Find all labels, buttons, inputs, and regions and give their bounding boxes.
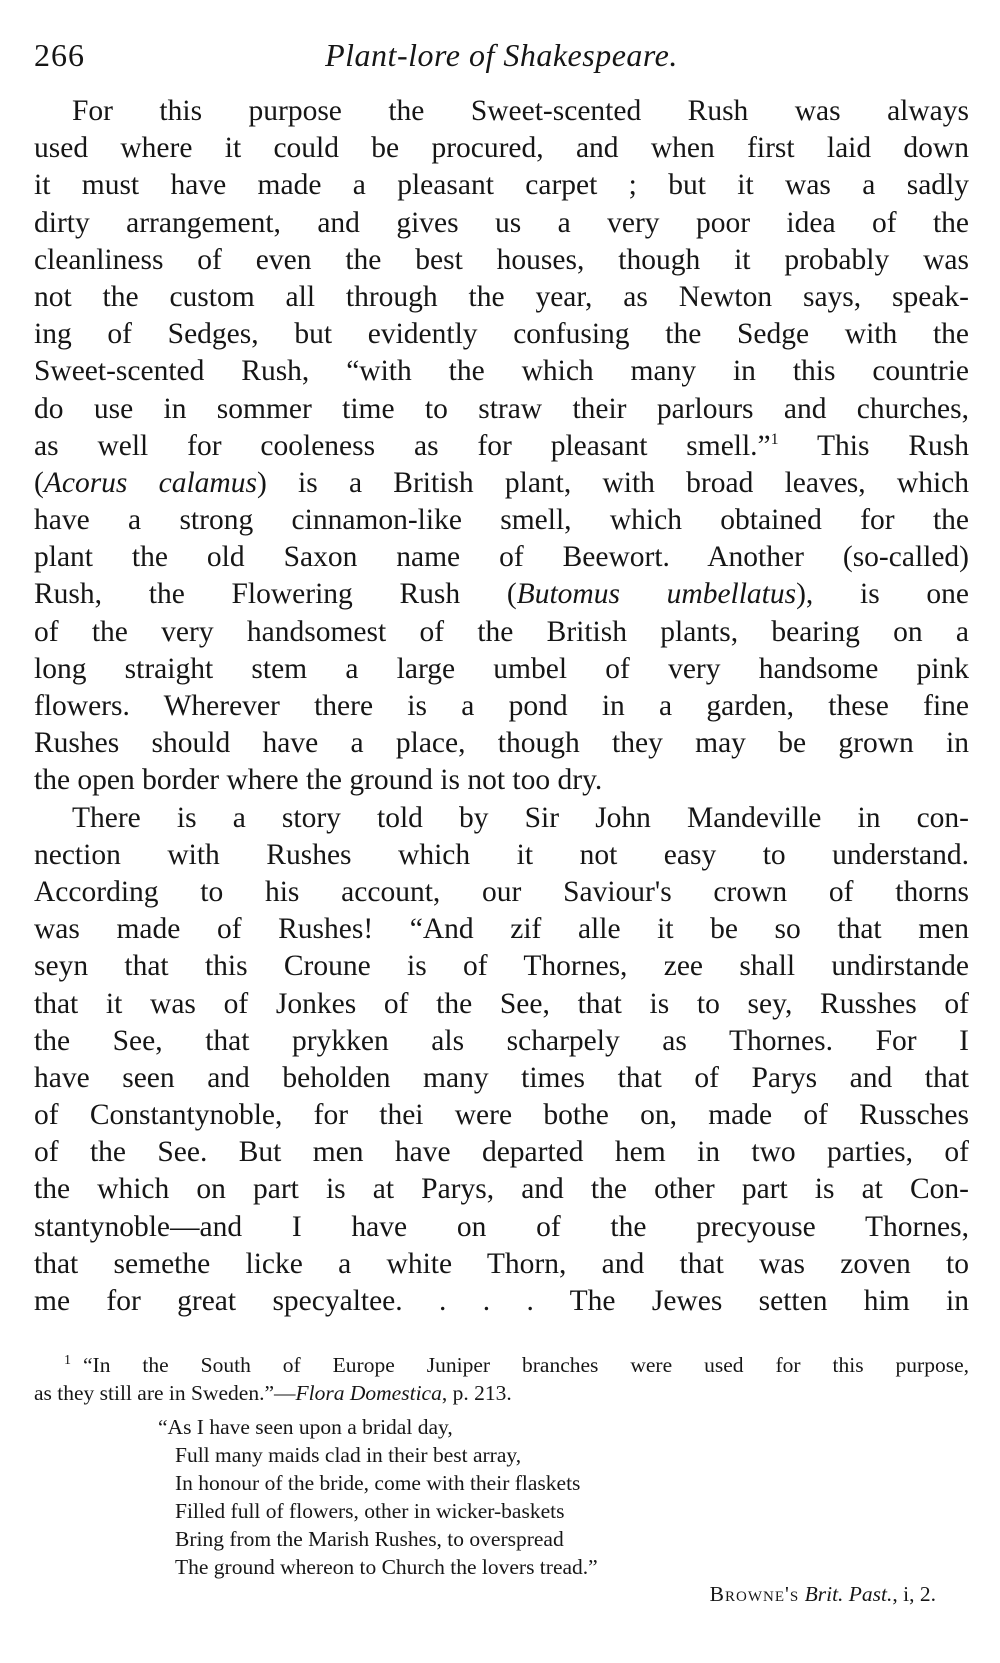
latin-name: Butomus umbellatus [516, 578, 797, 611]
text-segment: This Rush [778, 429, 969, 462]
text-segment: as they still are in Sweden.”— [34, 1380, 296, 1405]
text-line: the which on part is at Parys, and the other part is at Con- [34, 1173, 969, 1206]
text-line: plant the old Saxon name of Beewort. Another (so-called) [34, 541, 969, 574]
verse-line: Bring from the Marish Rushes, to overspread [175, 1527, 564, 1551]
text-line: For this purpose the Sweet-scented Rush was always [72, 95, 969, 127]
latin-name: Acorus calamus [43, 466, 257, 499]
footnote-line [34, 1352, 969, 1380]
verse-line: Filled full of flowers, other in wicker-baskets [175, 1499, 565, 1523]
text-line: used where it could be procured, and when first laid down [34, 132, 969, 165]
work-reference: , i, 2. [892, 1582, 936, 1606]
book-title: Flora Domestica [295, 1380, 442, 1405]
text-line [34, 428, 969, 465]
text-line: According to his account, our Saviour's crown of thorns [34, 875, 969, 908]
text-line: dirty arrangement, and gives us a very poor idea of the [34, 206, 969, 239]
verse-quotation [158, 1413, 798, 1581]
text-segment: , p. 213. [441, 1380, 512, 1405]
running-title: Plant-lore of Shakespeare. [325, 37, 678, 73]
footnote-marker: 1 [770, 430, 779, 448]
text-line: not the custom all through the year, as Newton says, speak- [34, 280, 969, 313]
verse-attribution [360, 1579, 936, 1609]
text-line: of the See. But men have departed hem in two parties, of [34, 1136, 969, 1169]
text-line: have seen and beholden many times that of Parys and that [34, 1061, 969, 1094]
text-line: Rushes should have a place, though they may be grown in [34, 727, 969, 760]
verse-line: Full many maids clad in their best array, [175, 1443, 522, 1467]
text-line: long straight stem a large umbel of very handsome pink [34, 652, 969, 685]
text-line: ing of Sedges, but evidently confusing the Sedge with the [34, 318, 969, 351]
text-line: me for great specyaltee. . . . The Jewes setten him in [34, 1285, 969, 1317]
text-line: of the very handsomest of the British plants, bearing on a [34, 615, 969, 648]
text-line: that semethe licke a white Thorn, and that was zoven to [34, 1247, 969, 1280]
text-segment: as well for cooleness as for pleasant smell.” [34, 429, 771, 462]
text-line: it must have made a pleasant carpet ; but it was a sadly [34, 169, 969, 202]
text-line: seyn that this Croune is of Thornes, zee shall undirstande [34, 950, 969, 983]
work-title: Brit. Past. [804, 1582, 893, 1606]
text-segment: ), is one [796, 578, 970, 611]
text-segment: Rush, the Flowering Rush ( [34, 578, 517, 611]
text-segment: “In the South of Europe Juniper branches were used for this purpose, [83, 1353, 969, 1377]
footnote-line [34, 1380, 969, 1408]
footnote-number: 1 [64, 1352, 71, 1368]
text-line: of Constantynoble, for thei were bothe on, made of Russches [34, 1099, 969, 1132]
main-text [34, 93, 969, 1320]
text-line: cleanliness of even the best houses, though it probably was [34, 243, 969, 276]
text-line: have a strong cinnamon-like smell, which obtained for the [34, 504, 969, 537]
text-line: was made of Rushes! “And zif alle it be so that men [34, 913, 969, 946]
text-line: the See, that prykken als scharpely as Thornes. For I [34, 1024, 969, 1057]
verse-line: “As I have seen upon a bridal day, [158, 1415, 453, 1439]
footnote [34, 1352, 969, 1407]
text-line: Sweet-scented Rush, “with the which many in this countrie [34, 355, 969, 388]
text-line: stantynoble—and I have on of the precyouse Thornes, [34, 1210, 969, 1243]
text-line: nection with Rushes which it not easy to understand. [34, 838, 969, 871]
text-line [34, 576, 969, 613]
page-number: 266 [34, 37, 85, 73]
text-line [34, 465, 969, 502]
text-line: the open border where the ground is not too dry. [34, 764, 603, 797]
verse-line: The ground whereon to Church the lovers tread.” [175, 1555, 598, 1579]
text-segment: ( [34, 466, 44, 499]
text-line: that it was of Jonkes of the See, that is to sey, Russhes of [34, 987, 969, 1020]
text-line: do use in sommer time to straw their parlours and churches, [34, 392, 969, 425]
verse-line: In honour of the bride, come with their flaskets [175, 1471, 581, 1495]
text-segment: ) is a British plant, with broad leaves, which [256, 466, 970, 499]
running-head [34, 30, 969, 80]
text-line: flowers. Wherever there is a pond in a garden, these fine [34, 690, 969, 722]
author-name: Browne's [709, 1582, 800, 1606]
text-line: There is a story told by Sir John Mandeville in con- [72, 801, 969, 834]
